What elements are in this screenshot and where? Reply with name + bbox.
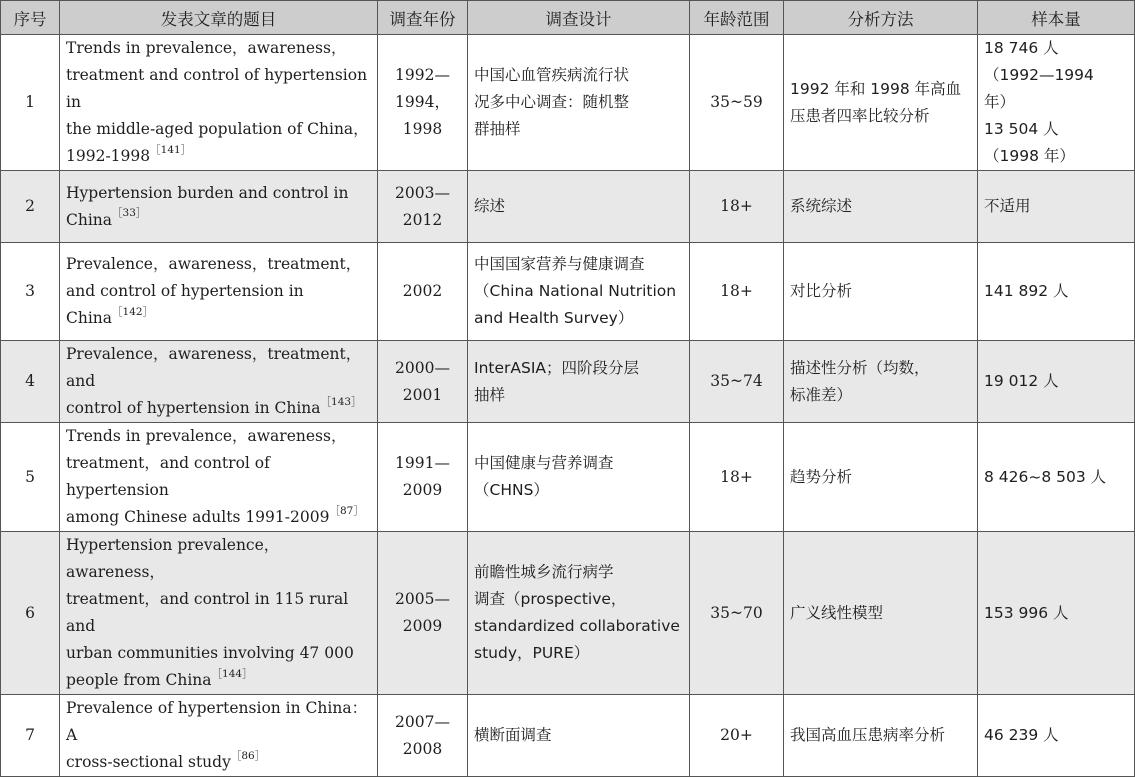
cell-age: 18+ bbox=[690, 171, 784, 243]
cell-method: 趋势分析 bbox=[784, 423, 978, 532]
cell-no: 7 bbox=[1, 695, 60, 777]
cell-method: 描述性分析（均数， 标准差） bbox=[784, 341, 978, 423]
cell-age: 20+ bbox=[690, 695, 784, 777]
cell-sample: 46 239 人 bbox=[978, 695, 1135, 777]
title-text: Hypertension prevalence，awareness， treatment，and control in 115 rural and urban communities involving 47 000 people from China bbox=[66, 536, 354, 689]
title-text: Prevalence，awareness，treatment， and control of hypertension in China bbox=[66, 255, 362, 327]
cell-title bbox=[60, 171, 378, 243]
cell-sample: 不适用 bbox=[978, 171, 1135, 243]
header-method: 分析方法 bbox=[784, 1, 978, 35]
cell-design: 综述 bbox=[468, 171, 690, 243]
cell-no: 3 bbox=[1, 243, 60, 341]
cell-age: 18+ bbox=[690, 423, 784, 532]
header-design: 调查设计 bbox=[468, 1, 690, 35]
title-text: Prevalence of hypertension in China：A cross-sectional study bbox=[66, 699, 368, 771]
cell-sample: 8 426~8 503 人 bbox=[978, 423, 1135, 532]
table-row bbox=[1, 35, 1135, 171]
cell-title bbox=[60, 243, 378, 341]
cell-years: 1991— 2009 bbox=[378, 423, 468, 532]
cell-title bbox=[60, 341, 378, 423]
cell-sample: 153 996 人 bbox=[978, 532, 1135, 695]
title-text: Trends in prevalence，awareness， treatment，and control of hypertension among Chinese adults 1991-2009 bbox=[66, 427, 347, 526]
cell-design: 中国国家营养与健康调查 （China National Nutrition and Health Survey） bbox=[468, 243, 690, 341]
cell-years: 2005— 2009 bbox=[378, 532, 468, 695]
table-row bbox=[1, 243, 1135, 341]
header-age: 年龄范围 bbox=[690, 1, 784, 35]
reference-mark: ［87］ bbox=[329, 504, 364, 517]
title-text: Trends in prevalence，awareness， treatment and control of hypertension in the middle-aged population of China， 1992-1998 bbox=[66, 39, 369, 165]
table-row bbox=[1, 695, 1135, 777]
title-text: Prevalence，awareness，treatment，and control of hypertension in China bbox=[66, 345, 362, 417]
table-header bbox=[1, 1, 1135, 35]
cell-design: 前瞻性城乡流行病学 调查（prospective， standardized collaborative study，PURE） bbox=[468, 532, 690, 695]
cell-method: 我国高血压患病率分析 bbox=[784, 695, 978, 777]
cell-age: 35~70 bbox=[690, 532, 784, 695]
cell-no: 6 bbox=[1, 532, 60, 695]
header-title: 发表文章的题目 bbox=[60, 1, 378, 35]
cell-method: 广义线性模型 bbox=[784, 532, 978, 695]
cell-no: 5 bbox=[1, 423, 60, 532]
cell-method: 对比分析 bbox=[784, 243, 978, 341]
table-row bbox=[1, 423, 1135, 532]
cell-no: 1 bbox=[1, 35, 60, 171]
cell-design: InterASIA；四阶段分层 抽样 bbox=[468, 341, 690, 423]
table-row bbox=[1, 341, 1135, 423]
table-row bbox=[1, 532, 1135, 695]
header-sample: 样本量 bbox=[978, 1, 1135, 35]
cell-sample: 19 012 人 bbox=[978, 341, 1135, 423]
cell-years: 2000— 2001 bbox=[378, 341, 468, 423]
cell-no: 2 bbox=[1, 171, 60, 243]
cell-method: 系统综述 bbox=[784, 171, 978, 243]
cell-years: 2003— 2012 bbox=[378, 171, 468, 243]
reference-mark: ［143］ bbox=[320, 395, 362, 408]
cell-title bbox=[60, 423, 378, 532]
cell-design: 中国健康与营养调查 （CHNS） bbox=[468, 423, 690, 532]
cell-title bbox=[60, 35, 378, 171]
reference-mark: ［144］ bbox=[211, 667, 253, 680]
title-text: Hypertension burden and control in China bbox=[66, 183, 349, 229]
header-no: 序号 bbox=[1, 1, 60, 35]
cell-sample: 141 892 人 bbox=[978, 243, 1135, 341]
cell-years: 2007— 2008 bbox=[378, 695, 468, 777]
cell-method: 1992 年和 1998 年高血 压患者四率比较分析 bbox=[784, 35, 978, 171]
cell-sample: 18 746 人 （1992—1994 年） 13 504 人 （1998 年） bbox=[978, 35, 1135, 171]
cell-no: 4 bbox=[1, 341, 60, 423]
header-years: 调查年份 bbox=[378, 1, 468, 35]
cell-years: 2002 bbox=[378, 243, 468, 341]
cell-age: 35~74 bbox=[690, 341, 784, 423]
cell-design: 横断面调查 bbox=[468, 695, 690, 777]
reference-mark: ［141］ bbox=[150, 143, 192, 156]
cell-age: 35~59 bbox=[690, 35, 784, 171]
cell-title bbox=[60, 532, 378, 695]
reference-mark: ［142］ bbox=[112, 305, 154, 318]
cell-design: 中国心血管疾病流行状 况多中心调查：随机整 群抽样 bbox=[468, 35, 690, 171]
cell-title bbox=[60, 695, 378, 777]
cell-years: 1992— 1994， 1998 bbox=[378, 35, 468, 171]
table-body bbox=[1, 35, 1135, 777]
table-row bbox=[1, 171, 1135, 243]
reference-mark: ［33］ bbox=[112, 207, 147, 220]
cell-age: 18+ bbox=[690, 243, 784, 341]
reference-mark: ［86］ bbox=[230, 749, 266, 762]
